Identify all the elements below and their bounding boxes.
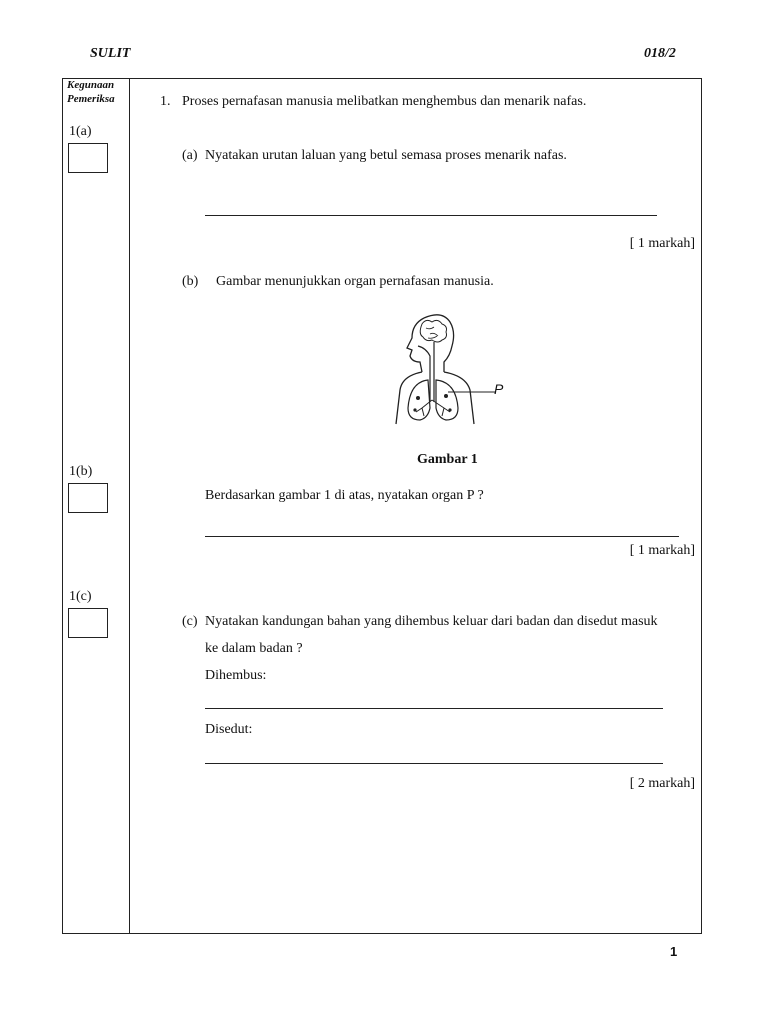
examiner-label-1c: 1(c) — [69, 589, 92, 604]
question-number: 1. — [160, 94, 171, 109]
examiner-mark-box-1a[interactable] — [68, 143, 108, 173]
page-number: 1 — [670, 944, 678, 959]
examiner-title-line1: Kegunaan — [67, 79, 115, 91]
part-c-text-line2: ke dalam badan ? — [205, 641, 303, 656]
examiner-column-divider — [129, 78, 130, 934]
examiner-label-1a: 1(a) — [69, 124, 92, 139]
part-c-text-line1: Nyatakan kandungan bahan yang dihembus keluar dari badan dan disedut masuk — [205, 614, 658, 629]
part-b-text: Gambar menunjukkan organ pernafasan manusia. — [216, 274, 494, 289]
examiner-label-1b: 1(b) — [69, 464, 93, 479]
exhaled-label: Dihembus: — [205, 668, 267, 683]
answer-line-a[interactable] — [205, 215, 657, 216]
respiratory-system-figure — [388, 312, 508, 430]
part-c-label: (c) — [182, 614, 198, 629]
part-a-label: (a) — [182, 148, 198, 163]
part-b-prompt: Berdasarkan gambar 1 di atas, nyatakan organ P ? — [205, 488, 484, 503]
page-frame — [62, 78, 702, 934]
answer-line-inhaled[interactable] — [205, 763, 663, 764]
header-sulit: SULIT — [90, 46, 131, 61]
part-b-label: (b) — [182, 274, 199, 289]
marks-c: [ 2 markah] — [629, 776, 695, 791]
examiner-mark-box-1c[interactable] — [68, 608, 108, 638]
figure-caption: Gambar 1 — [417, 452, 478, 467]
examiner-column-title — [67, 78, 115, 106]
examiner-mark-box-1b[interactable] — [68, 483, 108, 513]
figure-pointer-label-p: P — [494, 381, 504, 397]
examiner-title-line2: Pemeriksa — [67, 93, 115, 105]
marks-a: [ 1 markah] — [629, 236, 695, 251]
question-stem: Proses pernafasan manusia melibatkan menghembus dan menarik nafas. — [182, 94, 587, 109]
inhaled-label: Disedut: — [205, 722, 253, 737]
answer-line-exhaled[interactable] — [205, 708, 663, 709]
answer-line-b[interactable] — [205, 536, 679, 537]
part-a-text: Nyatakan urutan laluan yang betul semasa proses menarik nafas. — [205, 148, 567, 163]
header-paper-code: 018/2 — [644, 46, 676, 61]
marks-b: [ 1 markah] — [629, 543, 695, 558]
